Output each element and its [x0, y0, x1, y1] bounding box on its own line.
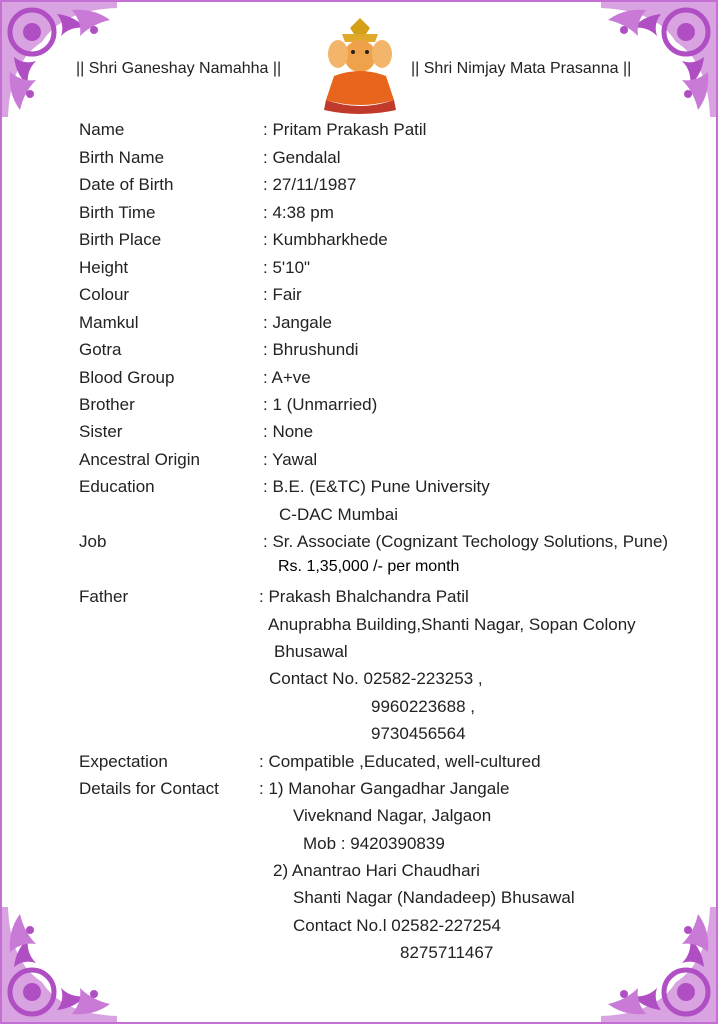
field-label: Birth Name [79, 148, 165, 167]
field-label: Details for Contact [79, 779, 219, 798]
contact-1-mobile: Mob : 9420390839 [303, 834, 445, 853]
field-label: Job [79, 532, 107, 551]
header-right-invocation: || Shri Nimjay Mata Prasanna || [411, 60, 632, 77]
field-value: : Prakash Bhalchandra Patil [259, 587, 469, 606]
contact-2-contact: Contact No.l 02582-227254 [293, 916, 501, 935]
field-value: : Sr. Associate (Cognizant Techology Solutions, Pune) [263, 532, 669, 551]
ganesha-deity-icon [320, 14, 400, 114]
field-value: : 4:38 pm [263, 203, 334, 222]
field-label: Birth Time [79, 203, 156, 222]
contact-2-address: Shanti Nagar (Nandadeep) Bhusawal [293, 888, 575, 907]
field-label: Gotra [79, 340, 122, 359]
field-label: Ancestral Origin [79, 450, 200, 469]
field-value: : Kumbharkhede [263, 230, 388, 249]
field-value: : Jangale [263, 313, 332, 332]
floral-corner-ornament-icon [2, 907, 117, 1022]
field-label: Height [79, 258, 129, 277]
field-label: Birth Place [79, 230, 162, 249]
father-phone-3: 9730456564 [371, 724, 466, 743]
job-salary: Rs. 1,35,000 /- per month [278, 558, 460, 575]
education-line-2: C-DAC Mumbai [279, 505, 399, 524]
father-contact-line: Contact No. 02582-223253 , [269, 669, 483, 688]
field-value: : Fair [263, 285, 302, 304]
field-label: Colour [79, 285, 130, 304]
field-label: Expectation [79, 752, 168, 771]
field-value: : Compatible ,Educated, well-cultured [259, 752, 541, 771]
field-value: : None [263, 422, 314, 441]
floral-corner-ornament-icon [601, 907, 716, 1022]
field-label: Education [79, 477, 155, 496]
field-value: : Bhrushundi [263, 340, 359, 359]
contact-1-address: Viveknand Nagar, Jalgaon [293, 806, 492, 825]
field-value: : 5'10" [263, 258, 311, 277]
father-phone-2: 9960223688 , [371, 697, 475, 716]
contact-2-phone-2: 8275711467 [400, 943, 494, 962]
field-value: : B.E. (E&TC) Pune University [263, 477, 490, 496]
field-value: : 1 (Unmarried) [263, 395, 378, 414]
field-value: : Gendalal [263, 148, 341, 167]
field-label: Father [79, 587, 129, 606]
field-label: Brother [79, 395, 135, 414]
field-value: : 1) Manohar Gangadhar Jangale [259, 779, 510, 798]
field-value: : Yawal [263, 450, 318, 469]
father-address-line-1: Anuprabha Building,Shanti Nagar, Sopan Colony [268, 615, 636, 634]
field-label: Blood Group [79, 368, 175, 387]
contact-2-name: 2) Anantrao Hari Chaudhari [273, 861, 480, 880]
father-address-line-2: Bhusawal [274, 642, 348, 661]
header-left-invocation: || Shri Ganeshay Namahha || [76, 60, 282, 77]
field-label: Mamkul [79, 313, 139, 332]
field-label: Sister [79, 422, 123, 441]
field-label: Date of Birth [79, 175, 174, 194]
field-value: : Pritam Prakash Patil [263, 120, 427, 139]
field-value: : 27/11/1987 [263, 175, 357, 194]
field-value: : A+ve [263, 368, 311, 387]
field-label: Name [79, 120, 125, 139]
